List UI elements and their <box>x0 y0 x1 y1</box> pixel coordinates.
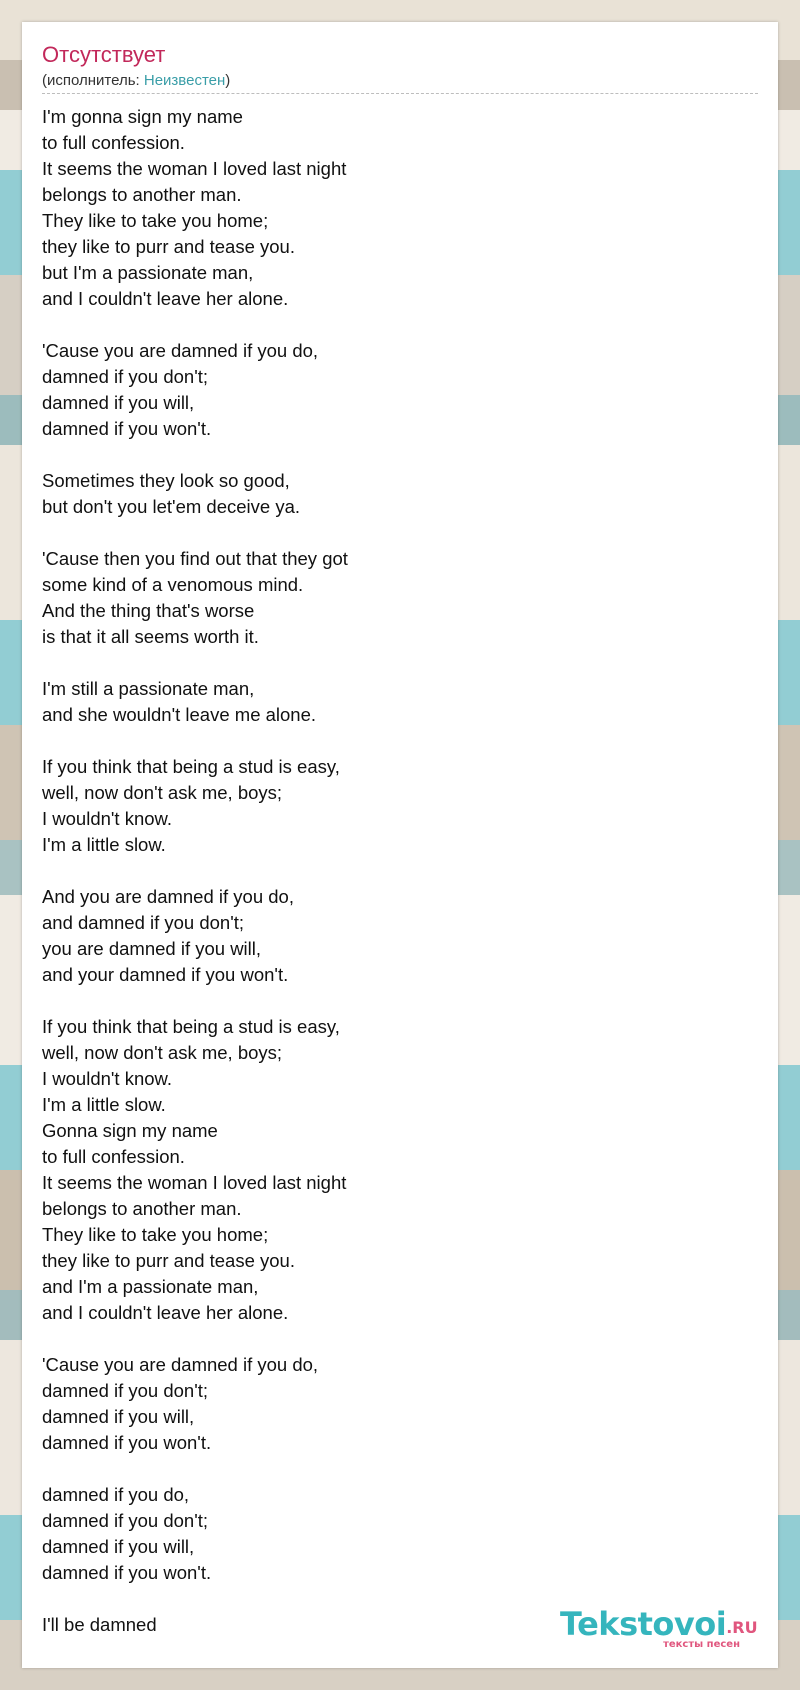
lyrics-text: I'm gonna sign my name to full confession. It seems the woman I loved last night belongs to another man. They like to take you home; they like to purr and tease you. but I'm a passionate man, and I couldn't leave her alone. 'Cause you are damned if you do, damned if you don't; damned if you will, damned if you won't. Sometimes they look so good, but don't you let'em deceive ya. 'Cause then you find out that they got some kind of a venomous mind. And the thing that's worse is that it all seems worth it. I'm still a passionate man, and she wouldn't leave me alone. If you think that being a stud is easy, well, now don't ask me, boys; I wouldn't know. I'm a little slow. And you are damned if you do, and damned if you don't; you are damned if you will, and your damned if you won't. If you think that being a stud is easy, well, now don't ask me, boys; I wouldn't know. I'm a little slow. Gonna sign my name to full confession. It seems the woman I loved last night belongs to another man. They like to take you home; they like to purr and tease you. and I'm a passionate man, and I couldn't leave her alone. 'Cause you are damned if you do, damned if you don't; damned if you will, damned if you won't. damned if you do, damned if you don't; damned if you will, damned if you won't. I'll be damned <box>42 106 348 1635</box>
dashed-divider <box>42 93 758 94</box>
artist-suffix: ) <box>225 72 231 89</box>
artist-link[interactable]: Неизвестен <box>143 72 226 89</box>
logo-name: Tekstovoi <box>560 1605 727 1643</box>
song-title: Отсутствует <box>42 42 166 67</box>
artist-prefix: (исполнитель: <box>42 72 144 89</box>
site-logo[interactable] <box>560 1606 770 1650</box>
artist-line <box>42 72 230 90</box>
logo-tld: .RU <box>726 1618 758 1637</box>
logo-tagline: тексты песен <box>663 1639 740 1650</box>
lyrics-card <box>22 22 778 1668</box>
